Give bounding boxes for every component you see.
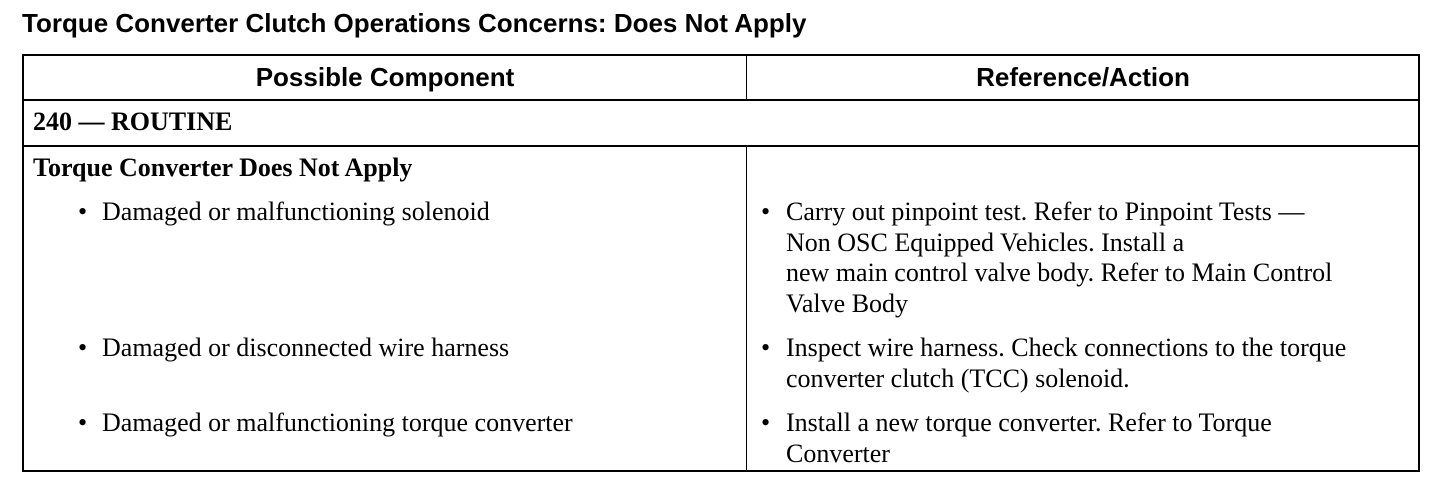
bullet-glyph: • [761, 197, 771, 226]
diagnostic-table [22, 54, 1420, 472]
page-title: Torque Converter Clutch Operations Concerns: Does Not Apply [22, 8, 807, 38]
bullet-glyph: • [78, 333, 88, 362]
column-divider [746, 147, 747, 472]
component-text: Damaged or malfunctioning torque converter [102, 408, 573, 437]
action-text: Carry out pinpoint test. Refer to Pinpoint Tests — Non OSC Equipped Vehicles. Install a new main control valve body. Refer to Main Control Valve Body [786, 197, 1333, 318]
bullet-glyph: • [761, 408, 771, 437]
table-header-row [24, 56, 1418, 101]
section-label: 240 — ROUTINE [33, 107, 233, 136]
header-reference-action: Reference/Action [976, 62, 1190, 92]
bullet-glyph: • [78, 197, 88, 226]
action-text: Install a new torque converter. Refer to Torque Converter [786, 408, 1272, 468]
bullet-glyph: • [78, 408, 88, 437]
action-text: Inspect wire harness. Check connections to the torque converter clutch (TCC) solenoid. [786, 333, 1347, 393]
group-title: Torque Converter Does Not Apply [33, 153, 413, 182]
section-row [24, 101, 1418, 147]
header-possible-component: Possible Component [255, 62, 515, 92]
component-text: Damaged or disconnected wire harness [102, 333, 510, 362]
column-divider [746, 56, 747, 101]
bullet-glyph: • [761, 333, 771, 362]
component-text: Damaged or malfunctioning solenoid [102, 197, 490, 226]
